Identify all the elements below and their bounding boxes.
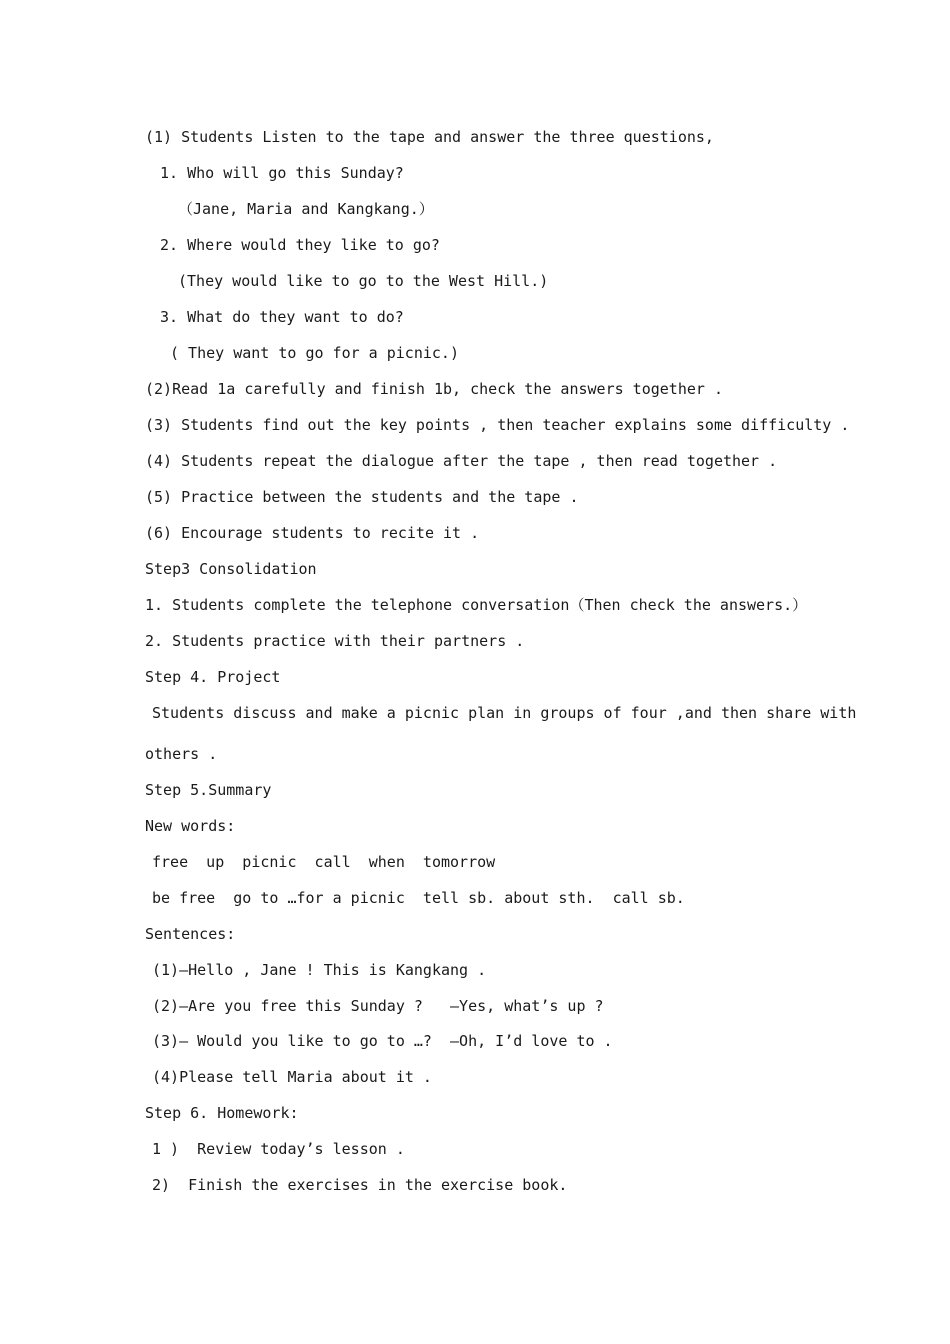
project-description: Students discuss and make a picnic plan in groups of four ,and then share with	[152, 704, 857, 722]
question-1: 1. Who will go this Sunday?	[160, 164, 404, 182]
activity-5-practice: (5) Practice between the students and the tape .	[145, 488, 579, 506]
activity-1-listen-tape: (1) Students Listen to the tape and answer the three questions,	[145, 128, 714, 146]
homework-item-2: 2) Finish the exercises in the exercise book.	[152, 1176, 568, 1194]
question-2: 2. Where would they like to go?	[160, 236, 440, 254]
step-6-heading: Step 6. Homework:	[145, 1104, 299, 1122]
sentence-1: (1)—Hello , Jane ! This is Kangkang .	[152, 961, 487, 979]
answer-3: ( They want to go for a picnic.)	[170, 344, 459, 362]
answer-2: (They would like to go to the West Hill.)	[178, 272, 549, 290]
question-3: 3. What do they want to do?	[160, 308, 404, 326]
answer-1: （Jane, Maria and Kangkang.）	[178, 200, 434, 218]
consolidation-item-2: 2. Students practice with their partners .	[145, 632, 525, 650]
step-5-heading: Step 5.Summary	[145, 781, 272, 799]
new-words-label: New words:	[145, 817, 236, 835]
consolidation-item-1: 1. Students complete the telephone conversation（Then check the answers.）	[145, 596, 808, 614]
step-3-heading: Step3 Consolidation	[145, 560, 317, 578]
homework-item-1: 1 ) Review today’s lesson .	[152, 1140, 405, 1158]
phrases-list: be free go to …for a picnic tell sb. about sth. call sb.	[152, 889, 685, 907]
activity-6-recite: (6) Encourage students to recite it .	[145, 524, 480, 542]
new-words-list: free up picnic call when tomorrow	[152, 853, 496, 871]
sentence-3: (3)— Would you like to go to …? —Oh, I’d love to .	[152, 1032, 613, 1050]
sentence-4: (4)Please tell Maria about it .	[152, 1068, 432, 1086]
activity-4-repeat: (4) Students repeat the dialogue after the tape , then read together .	[145, 452, 778, 470]
step-4-heading: Step 4. Project	[145, 668, 281, 686]
activity-2-read: (2)Read 1a carefully and finish 1b, check the answers together .	[145, 380, 723, 398]
project-description-continued: others .	[145, 745, 218, 763]
sentences-label: Sentences:	[145, 925, 236, 943]
activity-3-key-points: (3) Students find out the key points , then teacher explains some difficulty .	[145, 416, 850, 434]
sentence-2: (2)—Are you free this Sunday ? —Yes, what’s up ?	[152, 997, 604, 1015]
